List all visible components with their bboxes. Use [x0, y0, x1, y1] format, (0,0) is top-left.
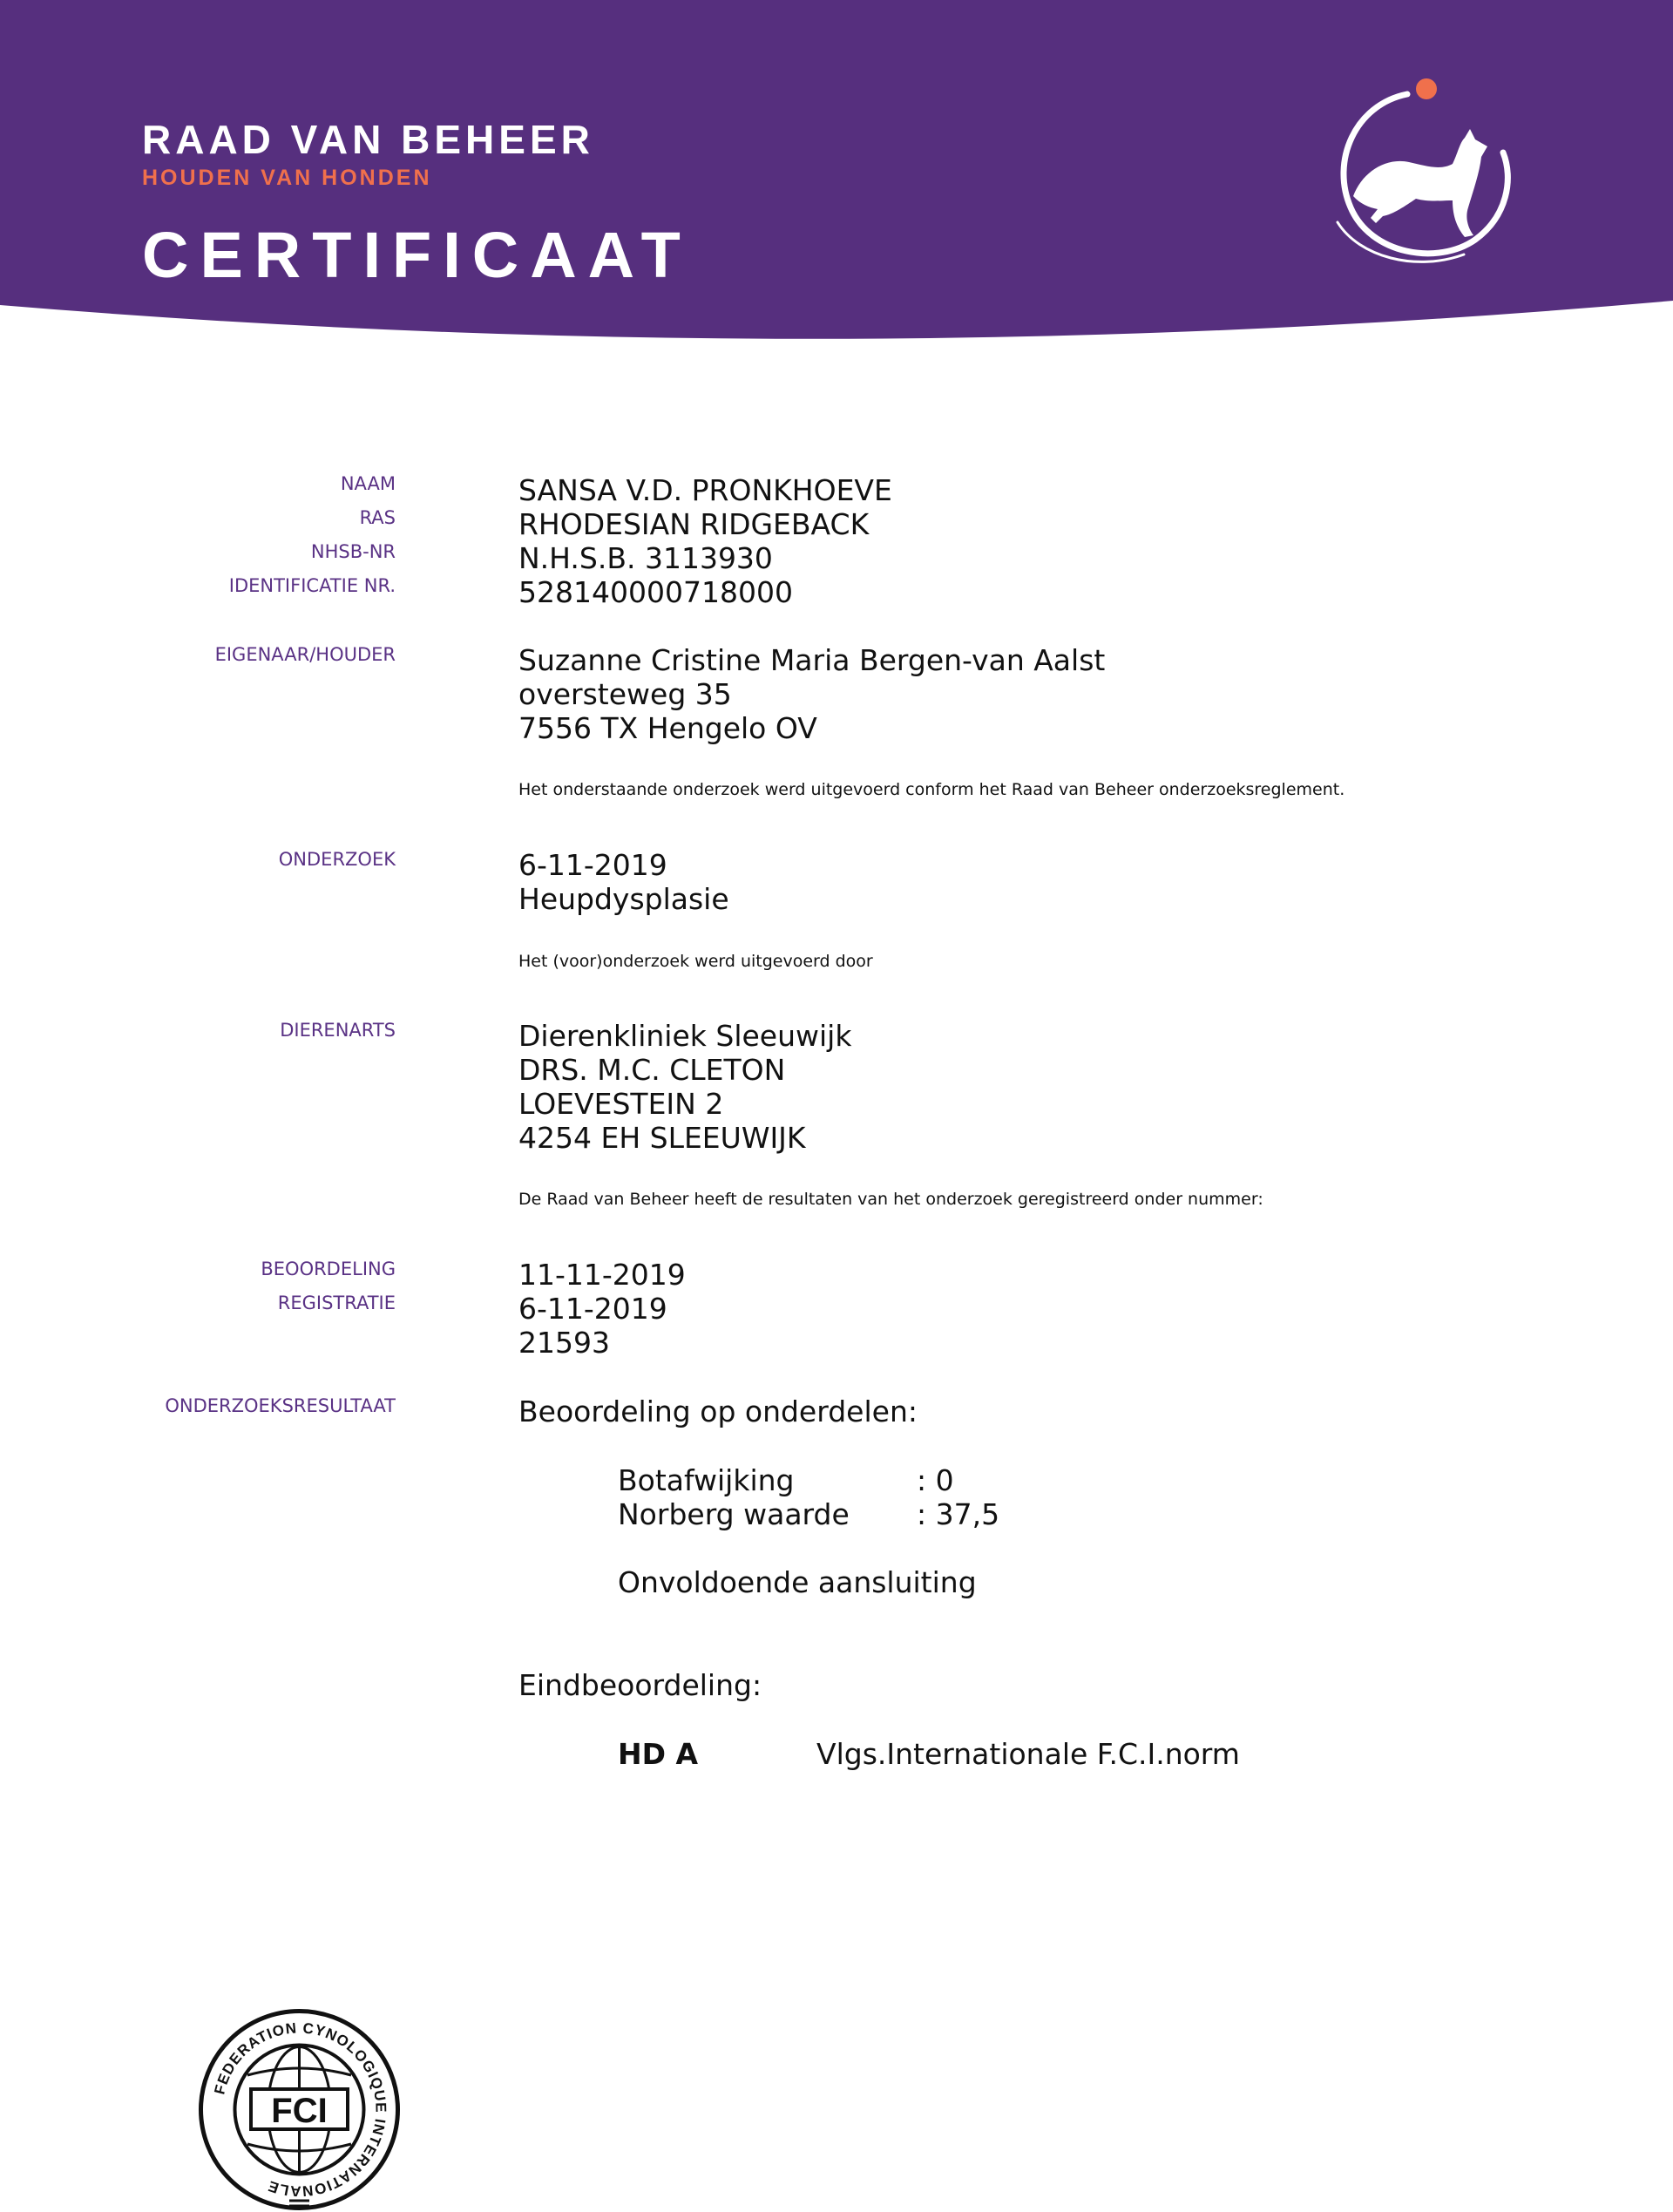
- result-item-value: : 0: [917, 1463, 954, 1497]
- dog-nhsb-number: N.H.S.B. 3113930: [518, 541, 773, 575]
- registration-note: De Raad van Beheer heeft de resultaten van het onderzoek geregistreerd onder nummer:: [518, 1190, 1263, 1209]
- vet-intro-note: Het (voor)onderzoek werd uitgevoerd door: [518, 952, 873, 971]
- final-grade: HD A: [618, 1737, 699, 1771]
- jumping-dog-logo-icon: [1320, 70, 1534, 275]
- dog-id-number: 528140000718000: [518, 575, 793, 609]
- owner-street: oversteweg 35: [518, 677, 732, 711]
- result-item-name: Norberg waarde: [618, 1497, 850, 1531]
- registration-number: 21593: [518, 1326, 610, 1360]
- fci-seal-abbr: FCI: [271, 2092, 328, 2130]
- vet-clinic: Dierenkliniek Sleeuwijk: [518, 1019, 852, 1053]
- vet-name: DRS. M.C. CLETON: [518, 1053, 786, 1087]
- label-identificatie-nr: IDENTIFICATIE NR.: [228, 575, 396, 596]
- certificate-title: CERTIFICAAT: [142, 219, 692, 291]
- beoordeling-date: 11-11-2019: [518, 1258, 686, 1292]
- final-heading: Eindbeoordeling:: [518, 1668, 762, 1702]
- result-item-value: : 37,5: [917, 1497, 1000, 1531]
- org-tagline: HOUDEN VAN HONDEN: [142, 166, 432, 190]
- owner-city: 7556 TX Hengelo OV: [518, 711, 817, 745]
- label-registratie: REGISTRATIE: [277, 1293, 396, 1313]
- owner-name: Suzanne Cristine Maria Bergen-van Aalst: [518, 643, 1106, 677]
- result-heading: Beoordeling op onderdelen:: [518, 1394, 918, 1428]
- vet-city: 4254 EH SLEEUWIJK: [518, 1121, 806, 1155]
- label-dierenarts: DIERENARTS: [280, 1020, 396, 1041]
- org-name: RAAD VAN BEHEER: [142, 117, 594, 162]
- final-grade-note: Vlgs.Internationale F.C.I.norm: [816, 1737, 1240, 1771]
- label-naam: NAAM: [340, 473, 396, 494]
- dog-name: SANSA V.D. PRONKHOEVE: [518, 473, 892, 507]
- fci-seal-ring-text: FEDERATION CYNOLOGIQUE INTERNATIONALE: [211, 2019, 389, 2200]
- exam-date: 6-11-2019: [518, 848, 667, 882]
- label-onderzoek: ONDERZOEK: [278, 849, 396, 870]
- label-beoordeling: BEOORDELING: [261, 1259, 396, 1279]
- result-remark: Onvoldoende aansluiting: [618, 1565, 977, 1599]
- vet-street: LOEVESTEIN 2: [518, 1087, 724, 1121]
- fci-seal-icon: [197, 2007, 402, 2212]
- dog-breed: RHODESIAN RIDGEBACK: [518, 507, 870, 541]
- result-item-name: Botafwijking: [618, 1463, 795, 1497]
- label-eigenaar-houder: EIGENAAR/HOUDER: [214, 644, 396, 665]
- registratie-date: 6-11-2019: [518, 1292, 667, 1326]
- label-nhsb-nr: NHSB-NR: [310, 541, 396, 562]
- exam-type: Heupdysplasie: [518, 882, 729, 916]
- label-onderzoeksresultaat: ONDERZOEKSRESULTAAT: [165, 1395, 396, 1416]
- exam-regulation-note: Het onderstaande onderzoek werd uitgevoerd conform het Raad van Beheer onderzoeksreglement.: [518, 780, 1345, 799]
- label-ras: RAS: [359, 507, 396, 528]
